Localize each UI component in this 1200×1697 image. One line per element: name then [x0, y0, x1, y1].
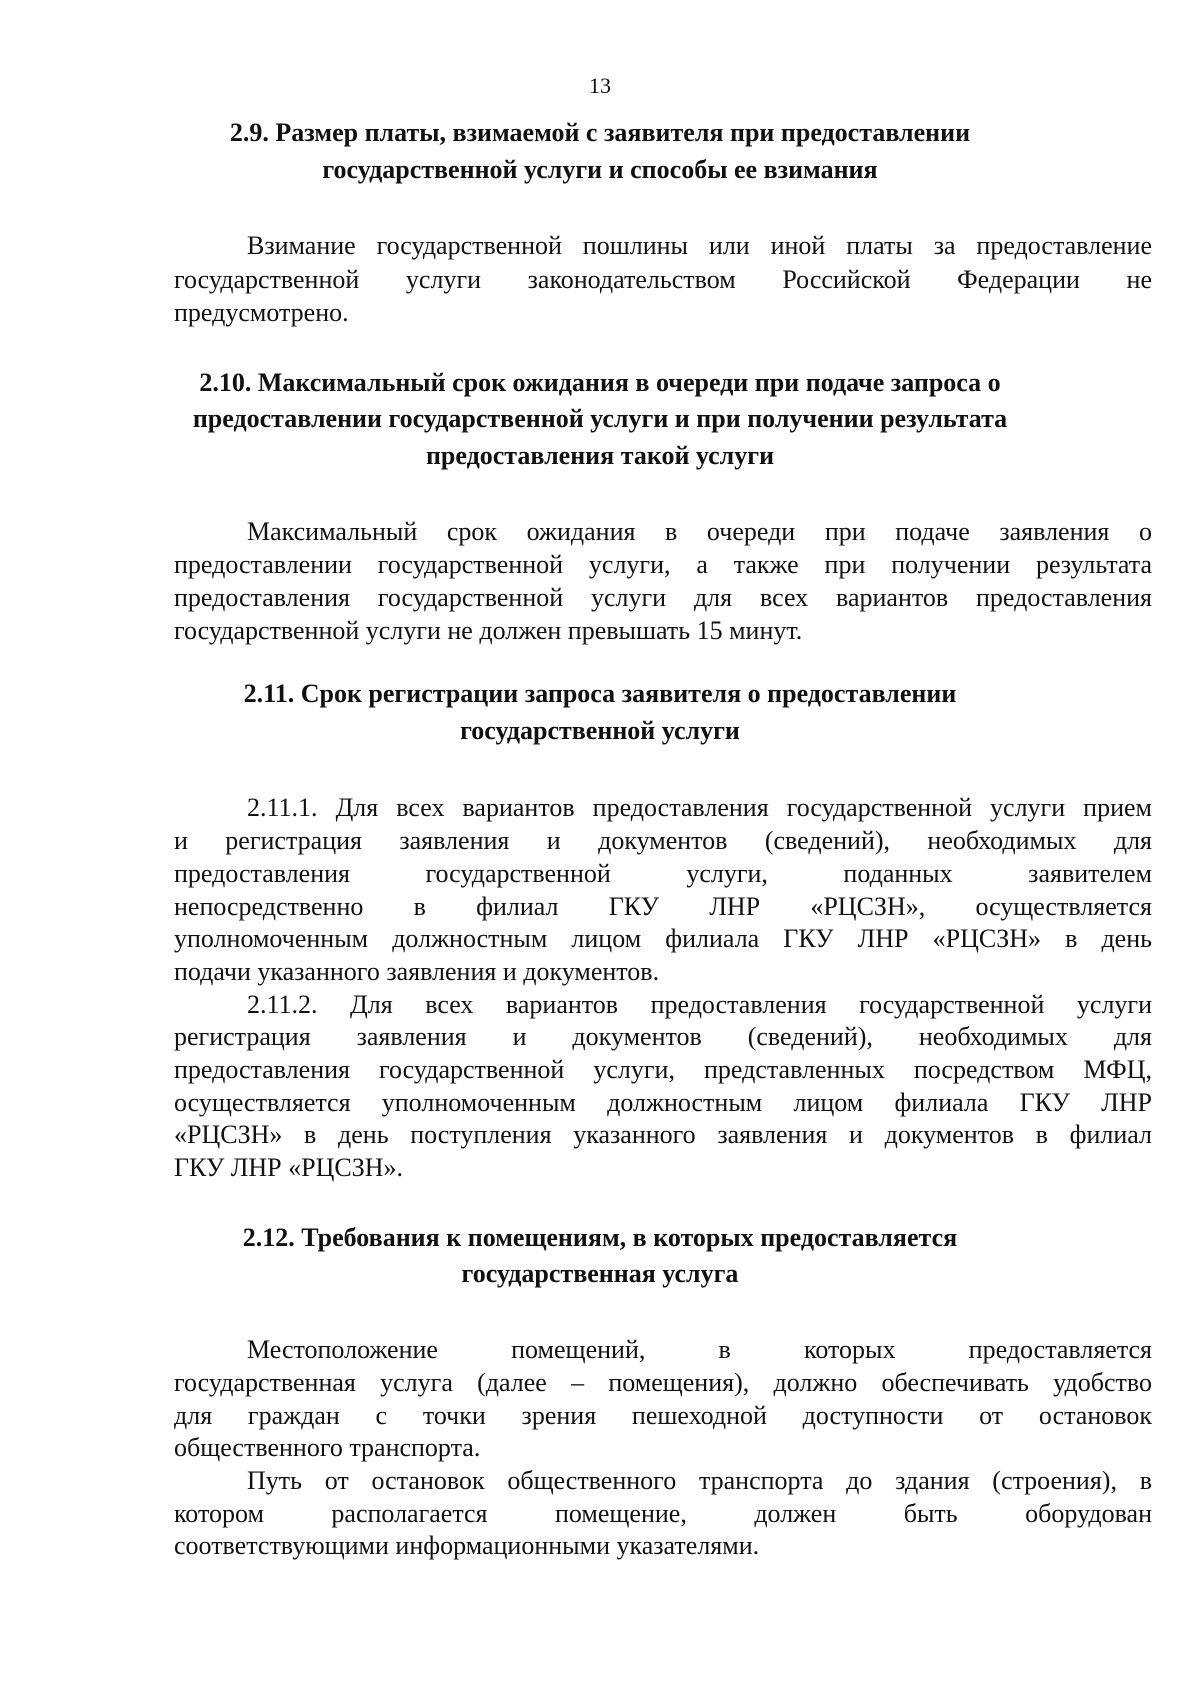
section-2-11-paragraph-line: предоставления государственной услуги, представленных посредством МФЦ,: [174, 1055, 1152, 1084]
section-2-11-paragraph-line: 2.11.2. Для всех вариантов предоставления государственной услуги: [247, 990, 1152, 1019]
section-2-9-heading-line-1: 2.9. Размер платы, взимаемой с заявителя при предоставлении: [229, 118, 971, 147]
section-2-11-heading-line-2: государственной услуги: [460, 716, 740, 745]
section-2-11-paragraph-line: подачи указанного заявления и документов.: [174, 957, 660, 986]
section-2-11-paragraph-line: непосредственно в филиал ГКУ ЛНР «РЦСЗН», осуществляется: [174, 892, 1152, 921]
section-2-12-paragraph-line: Путь от остановок общественного транспорта до здания (строения), в: [247, 1466, 1152, 1495]
section-2-11-paragraph-line: «РЦСЗН» в день поступления указанного заявления и документов в филиал: [174, 1120, 1152, 1149]
section-2-10-paragraph-line: Максимальный срок ожидания в очереди при подаче заявления о: [247, 517, 1152, 546]
section-2-11-paragraph-line: регистрация заявления и документов (сведений), необходимых для: [174, 1022, 1152, 1051]
section-2-10-paragraph-line: предоставлении государственной услуги, а также при получении результата: [174, 550, 1152, 579]
section-2-12-paragraph-line: котором располагается помещение, должен быть оборудован: [174, 1499, 1152, 1528]
section-2-11-paragraph-line: 2.11.1. Для всех вариантов предоставления государственной услуги прием: [247, 793, 1152, 822]
section-2-12-paragraph-line: общественного транспорта.: [174, 1433, 481, 1462]
section-2-12-heading-line-1: 2.12. Требования к помещениям, в которых предоставляется: [242, 1223, 958, 1252]
section-2-11-paragraph-line: ГКУ ЛНР «РЦСЗН».: [174, 1153, 404, 1182]
section-2-9-paragraph-line: предусмотрено.: [174, 298, 349, 327]
section-2-11-paragraph-line: осуществляется уполномоченным должностным лицом филиала ГКУ ЛНР: [174, 1088, 1152, 1117]
section-2-9-paragraph-line: Взимание государственной пошлины или иной платы за предоставление: [247, 231, 1152, 260]
section-2-12-paragraph-line: соответствующими информационными указателями.: [174, 1531, 760, 1560]
section-2-9-paragraph-line: государственной услуги законодательством Российской Федерации не: [174, 265, 1152, 294]
page-number: 13: [589, 73, 611, 98]
section-2-10-paragraph-line: предоставления государственной услуги для всех вариантов предоставления: [174, 583, 1152, 612]
section-2-10-heading-line-1: 2.10. Максимальный срок ожидания в очереди при подаче запроса о: [199, 368, 1001, 397]
section-2-11-paragraph-line: уполномоченным должностным лицом филиала ГКУ ЛНР «РЦСЗН» в день: [174, 924, 1152, 953]
section-2-12-paragraph-line: государственная услуга (далее – помещения), должно обеспечивать удобство: [174, 1368, 1152, 1397]
section-2-11-heading-line-1: 2.11. Срок регистрации запроса заявителя о предоставлении: [243, 679, 957, 708]
section-2-10-paragraph-line: государственной услуги не должен превышать 15 минут.: [174, 616, 803, 645]
section-2-12-paragraph-line: для граждан с точки зрения пешеходной доступности от остановок: [174, 1401, 1152, 1430]
section-2-10-heading-line-3: предоставления такой услуги: [425, 441, 775, 470]
section-2-12-paragraph-line: Местоположение помещений, в которых предоставляется: [247, 1335, 1152, 1364]
section-2-10-heading-line-2: предоставлении государственной услуги и при получении результата: [192, 404, 1008, 433]
section-2-9-heading-line-2: государственной услуги и способы ее взимания: [322, 155, 878, 184]
section-2-12-heading-line-2: государственная услуга: [461, 1259, 739, 1288]
section-2-11-paragraph-line: предоставления государственной услуги, поданных заявителем: [174, 859, 1152, 888]
section-2-11-paragraph-line: и регистрация заявления и документов (сведений), необходимых для: [174, 826, 1152, 855]
